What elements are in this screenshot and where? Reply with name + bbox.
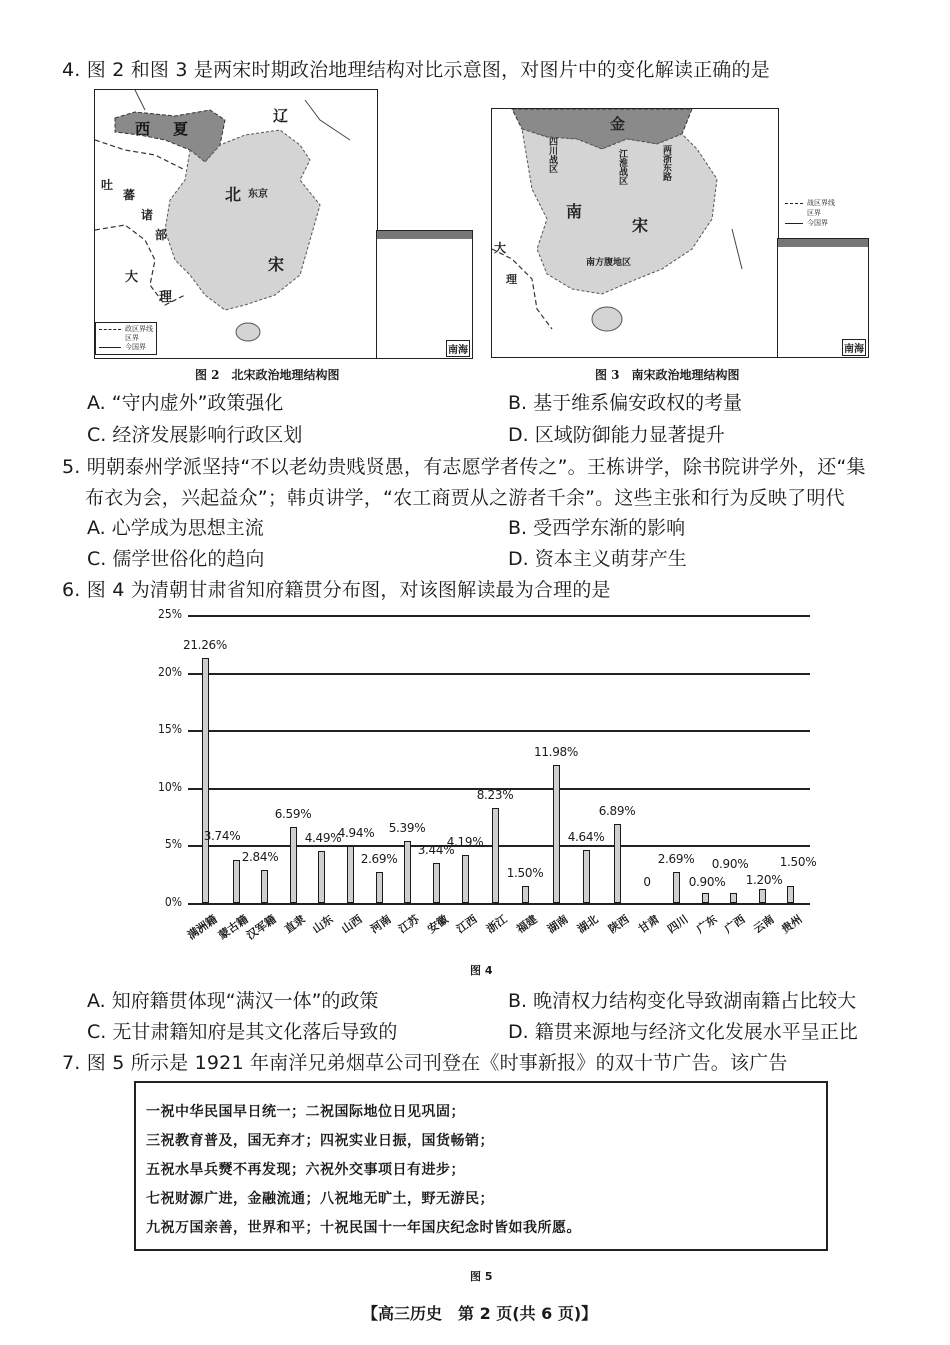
bar-value-label: 4.64% <box>567 829 605 844</box>
q6-option-b[interactable]: B. 晚清权力结构变化导致湖南籍占比较大 <box>508 990 857 1012</box>
q4-option-a[interactable]: A. “守内虚外”政策强化 <box>87 392 284 414</box>
legend-row: 今国界 <box>785 218 835 228</box>
x-category-label: 陕西 <box>606 912 632 936</box>
figure-4-bar-chart <box>150 600 830 960</box>
label-fan: 蕃 <box>123 188 136 202</box>
q4-option-b[interactable]: B. 基于维系偏安政权的考量 <box>508 392 743 414</box>
q6-option-d[interactable]: D. 籍贯来源地与经济文化发展水平呈正比 <box>508 1021 858 1043</box>
q5-option-c[interactable]: C. 儒学世俗化的趋向 <box>87 548 265 570</box>
bar-value-label: 0.90% <box>711 857 749 871</box>
gridline <box>188 730 810 732</box>
bar <box>673 872 680 903</box>
bar-value-label: 6.59% <box>274 807 312 822</box>
solid-line-icon <box>785 223 803 224</box>
bar-value-label: 8.23% <box>476 788 514 803</box>
label-song: 宋 <box>632 216 649 235</box>
label-tu: 吐 <box>101 178 114 192</box>
figure-4-caption: 图 4 <box>470 964 493 977</box>
blank-line-icon <box>99 338 121 339</box>
label-region-mid: 江淮战区 <box>617 149 627 185</box>
legend-row: 今国界 <box>99 343 153 352</box>
figure-5-advertisement <box>134 1081 828 1251</box>
bar-value-label: 5.39% <box>388 820 426 835</box>
bar-value-label: 4.94% <box>337 826 375 841</box>
bar <box>614 824 621 903</box>
q5-option-d[interactable]: D. 资本主义萌芽产生 <box>508 548 687 570</box>
x-category-label: 云南 <box>751 912 777 936</box>
q6-stem: 6. 图 4 为清朝甘肃省知府籍贯分布图，对该图解读最为合理的是 <box>62 579 611 601</box>
map-southern-song <box>491 108 779 358</box>
x-category-label: 山东 <box>310 912 336 936</box>
bar-value-label: 2.69% <box>360 852 398 866</box>
bar <box>730 893 737 903</box>
bar <box>347 846 354 903</box>
y-tick-label: 25% <box>158 607 182 621</box>
label-region-west: 四川战区 <box>547 137 557 173</box>
gridline <box>188 673 810 675</box>
q4-stem: 4. 图 2 和图 3 是两宋时期政治地理结构对比示意图，对图片中的变化解读正确的是 <box>62 59 770 81</box>
bar <box>318 851 325 903</box>
q7-stem: 7. 图 5 所示是 1921 年南洋兄弟烟草公司刊登在《时事新报》的双十节广告。该广告 <box>62 1052 788 1074</box>
label-liao: 辽 <box>273 107 289 125</box>
blank-line-icon <box>785 213 803 214</box>
label-region-east: 两浙东路 <box>661 145 671 181</box>
label-south-sea: 南海 <box>446 340 470 357</box>
figure-5-caption: 图 5 <box>470 1270 493 1283</box>
gridline <box>188 845 810 847</box>
q5-option-b[interactable]: B. 受西学东渐的影响 <box>508 517 686 539</box>
bar-value-label: 2.69% <box>657 852 695 866</box>
legend-row: 区界 <box>785 208 835 218</box>
label-da: 大 <box>125 270 139 285</box>
map3-legend <box>785 198 835 228</box>
bar-value-label: 0 <box>643 875 651 889</box>
x-category-label: 直隶 <box>282 912 308 936</box>
ad-line-2: 三祝教育普及，国无弃才；四祝实业日振，国货畅销； <box>146 1133 494 1149</box>
bar-value-label: 11.98% <box>534 744 578 759</box>
label-zhu: 诸 <box>141 208 154 222</box>
figure-3-caption: 图 3 南宋政治地理结构图 <box>595 368 740 382</box>
label-jin: 金 <box>610 115 626 133</box>
bar-value-label: 21.26% <box>183 638 227 653</box>
label-da: 大 <box>494 241 507 255</box>
bar-value-label: 3.74% <box>203 829 241 844</box>
y-tick-label: 15% <box>158 722 182 737</box>
q4-option-d[interactable]: D. 区域防御能力显著提升 <box>508 424 725 446</box>
x-category-label: 湖南 <box>545 912 571 936</box>
label-song: 宋 <box>268 255 285 274</box>
map2-south-sea-inset <box>376 230 473 359</box>
bar <box>553 765 560 903</box>
bar-value-label: 4.19% <box>446 834 484 849</box>
q6-option-c[interactable]: C. 无甘肃籍知府是其文化落后导致的 <box>87 1021 398 1043</box>
bar <box>787 886 794 903</box>
q6-option-a[interactable]: A. 知府籍贯体现“满汉一体”的政策 <box>87 990 379 1012</box>
label-bu: 部 <box>155 228 168 242</box>
page-footer: 【高三历史 第 2 页(共 6 页)】 <box>362 1304 598 1323</box>
bar-value-label: 2.84% <box>241 850 279 865</box>
x-category-label: 河南 <box>368 912 394 936</box>
label-south-sea: 南海 <box>842 339 866 356</box>
label-nan: 南 <box>566 202 583 221</box>
y-tick-label: 0% <box>164 895 182 909</box>
y-tick-label: 5% <box>164 837 182 852</box>
bar <box>759 889 766 903</box>
dashed-line-icon <box>785 203 803 204</box>
x-category-label: 四川 <box>665 912 691 936</box>
bar <box>522 886 529 903</box>
ad-line-4: 七祝财源广进，金融流通；八祝地无旷土，野无游民； <box>146 1191 494 1207</box>
bar-value-label: 1.20% <box>745 873 783 887</box>
bar <box>404 841 411 903</box>
bar-value-label: 4.49% <box>304 831 342 846</box>
bar <box>583 850 590 903</box>
x-category-label: 贵州 <box>779 912 805 936</box>
bar <box>290 827 297 903</box>
bar-value-label: 6.89% <box>598 803 636 818</box>
x-category-label: 江苏 <box>396 912 422 936</box>
q5-stem-line-2: 布衣为会，兴起益众”；韩贞讲学，“农工商贾从之游者千余”。这些主张和行为反映了明代 <box>85 487 845 509</box>
map3-south-sea-inset <box>777 238 869 358</box>
y-tick-label: 10% <box>158 779 182 794</box>
legend-row: 战区界线 <box>785 198 835 208</box>
bar-value-label: 1.50% <box>506 865 544 880</box>
x-category-label: 浙江 <box>484 912 510 936</box>
bar <box>492 808 499 903</box>
q4-option-c[interactable]: C. 经济发展影响行政区划 <box>87 424 303 446</box>
label-bei: 北 <box>225 185 242 204</box>
bar <box>433 863 440 903</box>
gridline <box>188 903 810 905</box>
x-category-label: 满洲籍 <box>185 912 220 943</box>
bar-value-label: 1.50% <box>779 855 817 869</box>
label-xixia-1: 西 <box>135 120 151 138</box>
bar <box>202 658 209 903</box>
ad-line-5: 九祝万国亲善，世界和平；十祝民国十一年国庆纪念时皆如我所愿。 <box>146 1220 581 1236</box>
q5-stem-line-1: 5. 明朝泰州学派坚持“不以老幼贵贱贤愚，有志愿学者传之”。王栋讲学，除书院讲学外，还“集 <box>62 456 866 478</box>
label-xixia-2: 夏 <box>173 120 189 138</box>
map2-legend <box>95 322 157 355</box>
x-category-label: 山西 <box>339 912 365 936</box>
x-category-label: 福建 <box>514 912 540 936</box>
x-category-label: 汉军籍 <box>244 912 279 943</box>
bar <box>233 860 240 903</box>
bar <box>702 893 709 903</box>
x-category-label: 江西 <box>454 912 480 936</box>
bar-value-label: 0.90% <box>688 875 726 889</box>
legend-row: 区界 <box>99 334 153 343</box>
label-region-south: 南方腹地区 <box>586 258 632 268</box>
x-category-label: 湖北 <box>575 912 601 936</box>
bar <box>261 870 268 903</box>
bar-value-label: 3.44% <box>417 843 455 858</box>
ad-line-3: 五祝水旱兵燹不再发现；六祝外交事项日有进步； <box>146 1162 465 1178</box>
solid-line-icon <box>99 347 121 348</box>
x-category-label: 蒙古籍 <box>216 912 251 943</box>
gridline <box>188 615 810 617</box>
map-northern-song <box>94 89 378 359</box>
legend-row: 政区界线 <box>99 325 153 334</box>
dash-dot-line-icon <box>99 329 121 330</box>
ad-line-1: 一祝中华民国早日统一；二祝国际地位日见巩固； <box>146 1104 465 1120</box>
label-dongjing: 东京 <box>248 189 268 200</box>
x-category-label: 安徽 <box>425 912 451 936</box>
x-category-label: 广东 <box>694 912 720 936</box>
figure-2-caption: 图 2 北宋政治地理结构图 <box>195 368 340 382</box>
x-category-label: 广西 <box>722 912 748 936</box>
label-li: 理 <box>506 273 517 286</box>
bar <box>462 855 469 903</box>
q5-option-a[interactable]: A. 心学成为思想主流 <box>87 517 264 539</box>
x-category-label: 甘肃 <box>636 912 662 936</box>
y-tick-label: 20% <box>158 664 182 679</box>
bar <box>376 872 383 903</box>
label-li: 理 <box>159 290 173 305</box>
